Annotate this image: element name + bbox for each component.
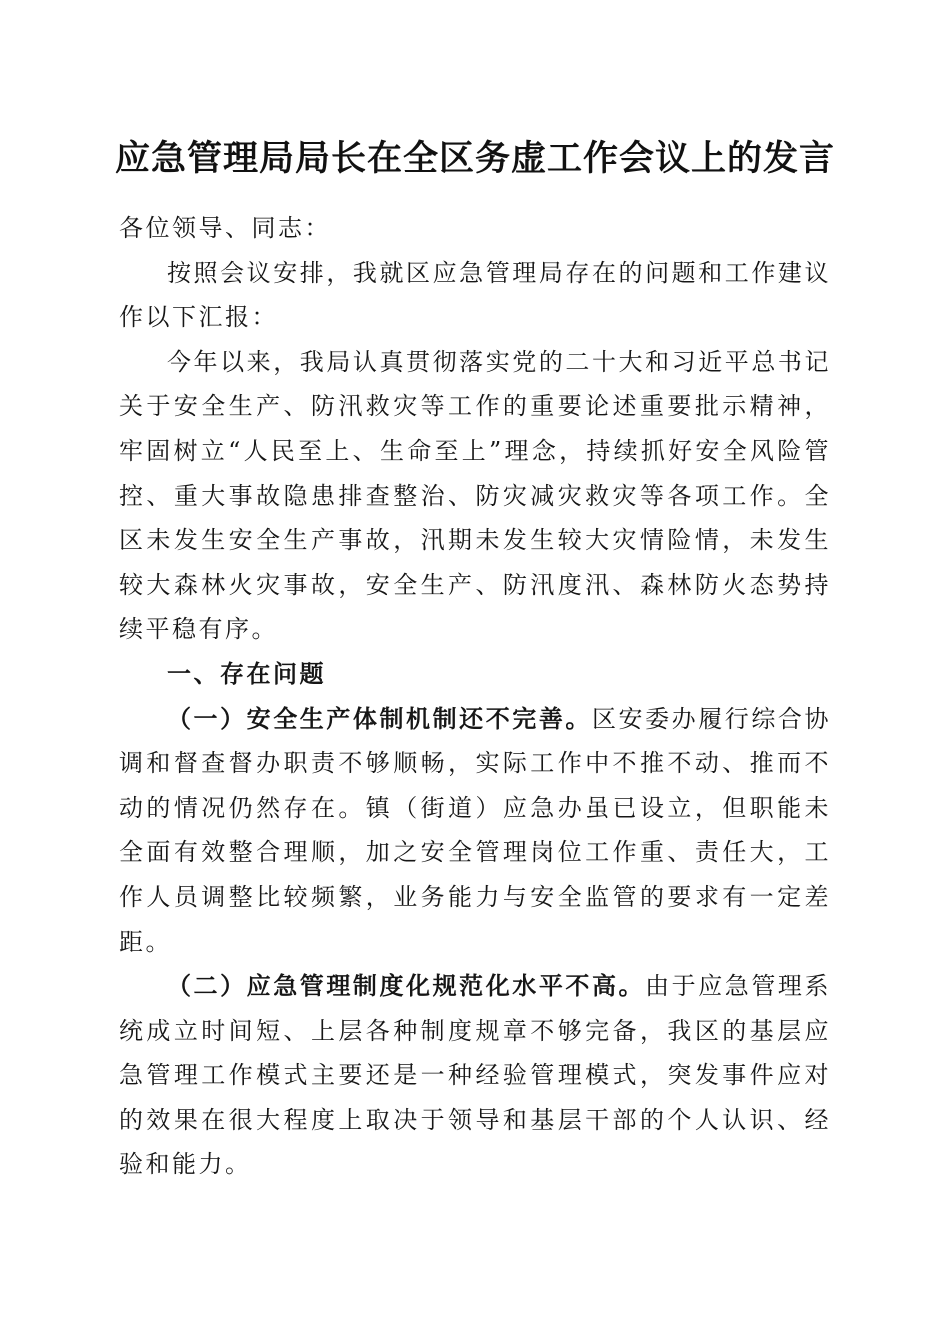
document-body (119, 206, 831, 1187)
document-title: 应急管理局局长在全区务虚工作会议上的发言 (114, 138, 835, 179)
problem-text-2: 由于应急管理系统成立时间短、上层各种制度规章不够完备，我区的基层应急管理工作模式主要还是一种经验管理模式，突发事件应对的效果在很大程度上取决于领导和基层干部的个人认识、经验和能力。 (119, 972, 831, 1179)
problem-paragraph-2 (119, 964, 831, 1187)
intro-paragraph: 按照会议安排，我就区应急管理局存在的问题和工作建议作以下汇报： (119, 258, 831, 332)
overview-paragraph: 今年以来，我局认真贯彻落实党的二十大和习近平总书记关于安全生产、防汛救灾等工作的重要论述重要批示精神，牢固树立“人民至上、生命至上”理念，持续抓好安全风险管控、重大事故隐患排查整治、防灾减灾救灾等各项工作。全区未发生安全生产事故，汛期未发生较大灾情险情，未发生较大森林火灾事故，安全生产、防汛度汛、森林防火态势持续平稳有序。 (119, 347, 831, 644)
problem-label-1: （一）安全生产体制机制还不完善。 (167, 703, 592, 733)
section-heading: 一、存在问题 (167, 659, 326, 688)
problem-label-2: （二）应急管理制度化规范化水平不高。 (167, 971, 646, 1001)
salutation: 各位领导、同志： (119, 214, 331, 242)
problem-text-1: 区安委办履行综合协调和督查督办职责不够顺畅，实际工作中不推不动、推而不动的情况仍然存在。镇（街道）应急办虽已设立，但职能未全面有效整合理顺，加之安全管理岗位工作重、责任大，工作人员调整比较频繁，业务能力与安全监管的要求有一定差距。 (119, 704, 831, 956)
problem-paragraph-1 (119, 697, 831, 965)
